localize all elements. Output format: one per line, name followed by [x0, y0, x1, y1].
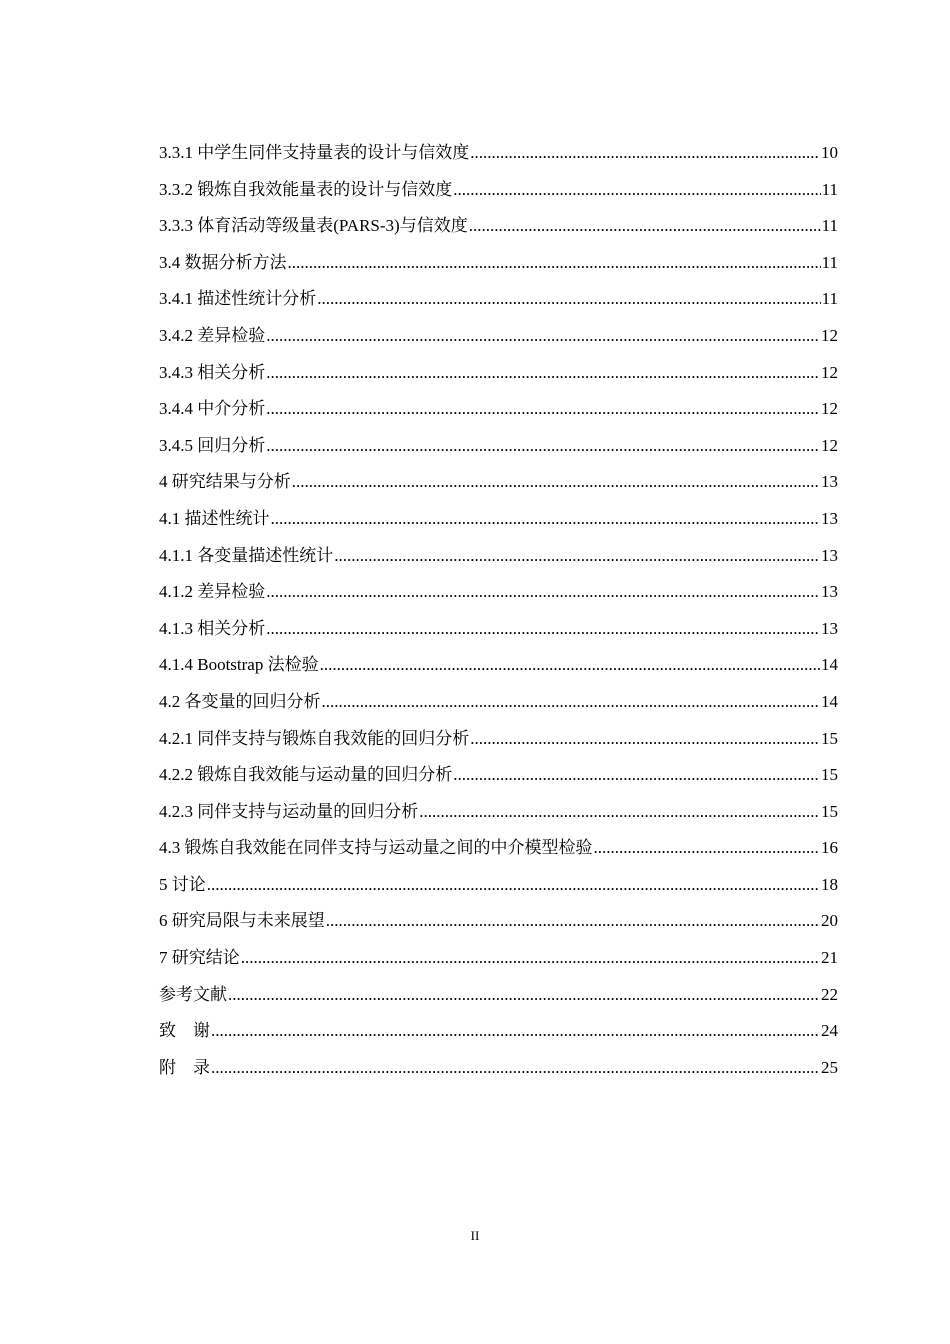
toc-entry[interactable] [159, 538, 838, 575]
toc-entry[interactable] [159, 574, 838, 611]
toc-entry-title: 4.2.2 锻炼自我效能与运动量的回归分析 [159, 765, 453, 785]
toc-leader-dots [271, 501, 821, 538]
toc-leader-dots [288, 245, 821, 282]
toc-entry-page: 18 [821, 874, 838, 894]
toc-entry-title: 3.3.3 体育活动等级量表(PARS-3)与信效度 [159, 216, 468, 236]
toc-entry-page: 11 [821, 289, 838, 309]
toc-entry[interactable] [159, 355, 838, 392]
toc-entry-title: 3.3.1 中学生同伴支持量表的设计与信效度 [159, 143, 470, 162]
toc-leader-dots [266, 318, 820, 355]
toc-leader-dots [317, 281, 820, 318]
toc-entry-title: 5 讨论 [159, 874, 206, 894]
toc-entry[interactable] [159, 428, 838, 465]
toc-leader-dots [469, 208, 821, 245]
toc-entry-page: 13 [821, 545, 838, 565]
toc-entry-title: 4 研究结果与分析 [159, 472, 291, 492]
toc-entry[interactable] [159, 135, 838, 172]
toc-entry-title: 4.1.1 各变量描述性统计 [159, 545, 334, 565]
toc-leader-dots [211, 1013, 820, 1050]
toc-entry-title: 4.3 锻炼自我效能在同伴支持与运动量之间的中介模型检验 [159, 838, 593, 858]
toc-entry-page: 16 [821, 838, 838, 858]
toc-entry-page: 20 [821, 911, 838, 931]
toc-entry-page: 12 [821, 399, 838, 419]
toc-entry-page: 13 [821, 618, 838, 638]
toc-entry-page: 14 [821, 655, 838, 675]
toc-entry[interactable] [159, 757, 838, 794]
toc-entry-page: 25 [821, 1057, 838, 1077]
toc-entry-title: 3.4 数据分析方法 [159, 252, 287, 272]
toc-leader-dots [266, 611, 820, 648]
toc-entry-page: 15 [821, 728, 838, 748]
toc-entry[interactable] [159, 940, 838, 977]
toc-entry-title: 参考文献 [159, 984, 227, 1004]
toc-entry[interactable] [159, 172, 838, 209]
toc-entry[interactable] [159, 464, 838, 501]
toc-entry-page: 15 [821, 801, 838, 821]
toc-entry-page: 15 [821, 765, 838, 785]
toc-leader-dots [419, 794, 820, 831]
toc-leader-dots [326, 903, 820, 940]
toc-entry-title: 4.1.4 Bootstrap 法检验 [159, 655, 319, 675]
toc-leader-dots [228, 977, 820, 1014]
toc-entry-page: 12 [821, 325, 838, 345]
toc-leader-dots [320, 647, 820, 684]
toc-entry-title: 6 研究局限与未来展望 [159, 911, 325, 931]
toc-entry-title: 3.4.1 描述性统计分析 [159, 289, 317, 309]
toc-entry-page: 21 [821, 948, 838, 968]
toc-entry-title: 4.1 描述性统计 [159, 508, 270, 528]
toc-entry[interactable] [159, 867, 838, 904]
toc-entry-page: 13 [821, 472, 838, 492]
toc-entry-page: 12 [821, 362, 838, 382]
toc-entry[interactable] [159, 903, 838, 940]
toc-entry-title: 3.4.5 回归分析 [159, 435, 266, 455]
toc-leader-dots [470, 135, 820, 172]
toc-leader-dots [241, 940, 820, 977]
toc-entry[interactable] [159, 318, 838, 355]
toc-entry-title: 3.4.3 相关分析 [159, 362, 266, 382]
toc-leader-dots [266, 355, 820, 392]
toc-entry[interactable] [159, 611, 838, 648]
toc-entry-title: 4.2.1 同伴支持与锻炼自我效能的回归分析 [159, 728, 470, 748]
toc-leader-dots [292, 464, 820, 501]
toc-entry-title: 4.2 各变量的回归分析 [159, 691, 321, 711]
toc-entry[interactable] [159, 647, 838, 684]
toc-entry-page: 11 [821, 179, 838, 199]
toc-leader-dots [322, 684, 821, 721]
page-number: II [470, 1228, 480, 1243]
toc-entry[interactable] [159, 1050, 838, 1087]
toc-leader-dots [470, 721, 820, 758]
toc-entry-title: 7 研究结论 [159, 948, 240, 968]
toc-entry-title: 3.4.2 差异检验 [159, 325, 266, 345]
toc-entry[interactable] [159, 684, 838, 721]
toc-leader-dots [266, 391, 820, 428]
toc-leader-dots [334, 538, 820, 575]
toc-entry[interactable] [159, 794, 838, 831]
toc-leader-dots [453, 172, 820, 209]
toc-leader-dots [453, 757, 820, 794]
toc-entry[interactable] [159, 1013, 838, 1050]
toc-entry-page: 24 [821, 1021, 838, 1041]
toc-entry[interactable] [159, 281, 838, 318]
toc-entry-title: 附 录 [159, 1057, 210, 1077]
toc-leader-dots [211, 1050, 820, 1087]
toc-leader-dots [266, 428, 820, 465]
toc-entry-page: 13 [821, 582, 838, 602]
toc-entry-page: 13 [821, 508, 838, 528]
toc-leader-dots [594, 830, 821, 867]
toc-entry-page: 11 [821, 216, 838, 236]
toc-entry[interactable] [159, 208, 838, 245]
toc-entry[interactable] [159, 245, 838, 282]
toc-entry-page: 14 [821, 691, 838, 711]
toc-entry-title: 3.3.2 锻炼自我效能量表的设计与信效度 [159, 179, 453, 199]
table-of-contents [159, 135, 838, 1086]
toc-entry-page: 11 [821, 252, 838, 272]
toc-entry[interactable] [159, 977, 838, 1014]
toc-entry[interactable] [159, 501, 838, 538]
toc-entry[interactable] [159, 721, 838, 758]
toc-entry-page: 12 [821, 435, 838, 455]
toc-entry-title: 3.4.4 中介分析 [159, 399, 266, 419]
toc-entry-page: 10 [821, 143, 838, 162]
toc-entry-title: 致 谢 [159, 1021, 210, 1041]
toc-entry-page: 22 [821, 984, 838, 1004]
toc-leader-dots [266, 574, 820, 611]
toc-entry-title: 4.2.3 同伴支持与运动量的回归分析 [159, 801, 419, 821]
toc-leader-dots [207, 867, 820, 904]
toc-entry-title: 4.1.3 相关分析 [159, 618, 266, 638]
toc-entry-title: 4.1.2 差异检验 [159, 582, 266, 602]
toc-entry[interactable] [159, 391, 838, 428]
toc-entry[interactable] [159, 830, 838, 867]
